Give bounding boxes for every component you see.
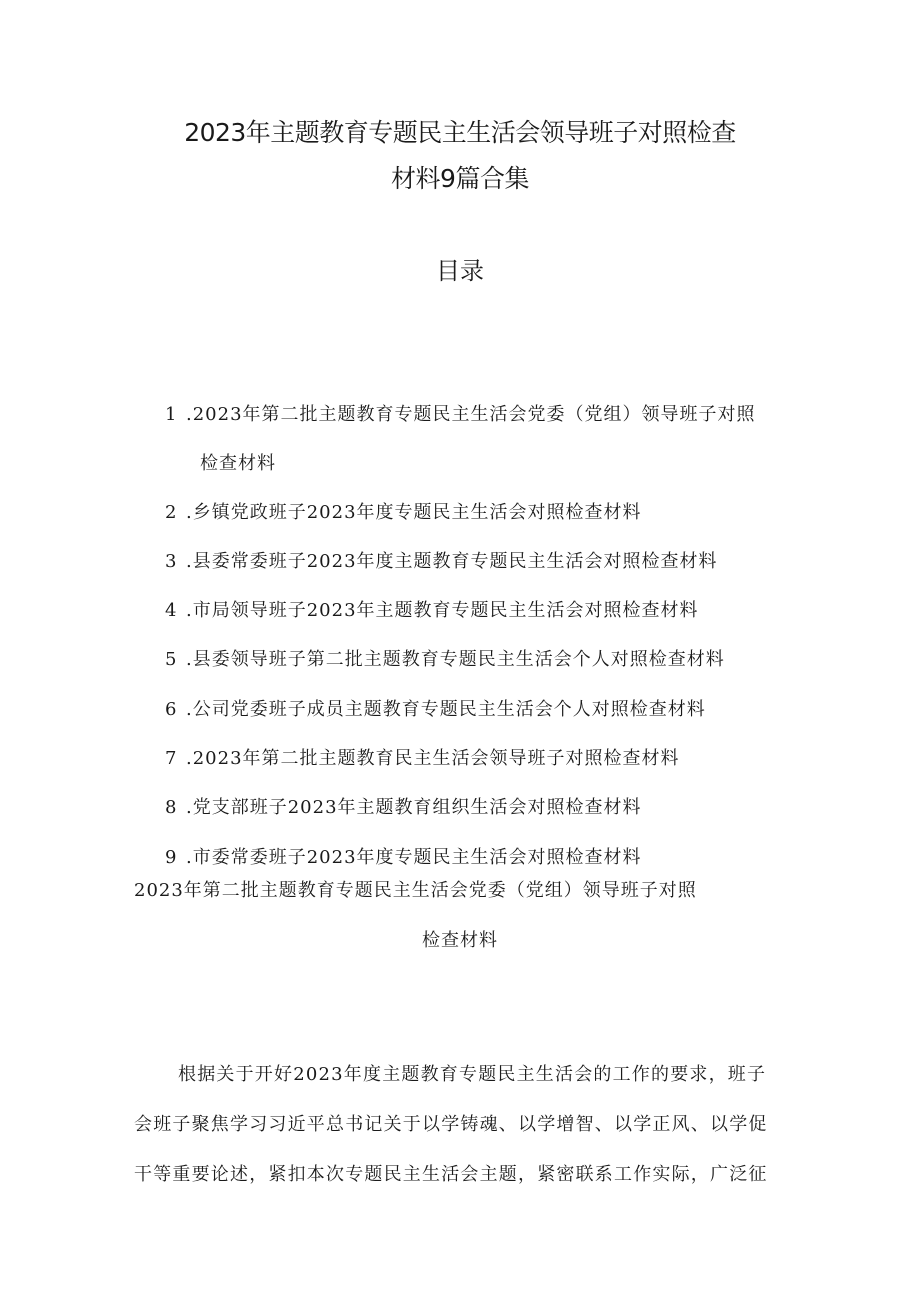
document-title-line-1: 2023年主题教育专题民主生活会领导班子对照检查 <box>184 118 736 147</box>
toc-item-text: .2023年第二批主题教育民主生活会领导班子对照检查材料 <box>186 748 680 769</box>
toc-item-text: .公司党委班子成员主题教育专题民主生活会个人对照检查材料 <box>186 699 706 720</box>
toc-item-text: .县委领导班子第二批主题教育专题民主生活会个人对照检查材料 <box>186 649 725 670</box>
toc-item-number: 8 <box>165 797 178 818</box>
toc-item-1-continuation[interactable]: 检查材料 <box>200 453 276 474</box>
document-title <box>0 110 920 202</box>
toc-item-number: 2 <box>165 502 178 523</box>
toc-item-number: 1 <box>165 404 178 425</box>
toc-item-text: .县委常委班子2023年度主题教育专题民主生活会对照检查材料 <box>186 551 718 572</box>
toc-item-text: .市委常委班子2023年度专题民主生活会对照检查材料 <box>186 847 642 868</box>
body-line-2: 会班子聚焦学习习近平总书记关于以学铸魂、以学增智、以学正风、以学促 <box>134 1114 768 1135</box>
toc-item-text: .市局领导班子2023年主题教育专题民主生活会对照检查材料 <box>186 600 699 621</box>
toc-item-text: .乡镇党政班子2023年度专题民主生活会对照检查材料 <box>186 502 642 523</box>
section-title-line-1: 2023年第二批主题教育专题民主生活会党委（党组）领导班子对照 <box>134 880 697 901</box>
toc-item-number: 5 <box>165 649 178 670</box>
document-title-line-2: 材料9篇合集 <box>391 164 529 193</box>
section-title-line-2: 检查材料 <box>422 930 498 951</box>
toc-item-number: 3 <box>165 551 178 572</box>
toc-item-number: 6 <box>165 699 178 720</box>
toc-item-text: .党支部班子2023年主题教育组织生活会对照检查材料 <box>186 797 642 818</box>
toc-heading: 目录 <box>436 257 484 285</box>
toc-item-number: 9 <box>165 847 178 868</box>
body-line-3: 干等重要论述，紧扣本次专题民主生活会主题，紧密联系工作实际，广泛征 <box>134 1164 768 1185</box>
toc-item-number: 4 <box>165 600 178 621</box>
toc-item-text: .2023年第二批主题教育专题民主生活会党委（党组）领导班子对照 <box>186 404 756 425</box>
toc-item-number: 7 <box>165 748 178 769</box>
body-line-1: 根据关于开好2023年度主题教育专题民主生活会的工作的要求，班子 <box>178 1064 767 1085</box>
